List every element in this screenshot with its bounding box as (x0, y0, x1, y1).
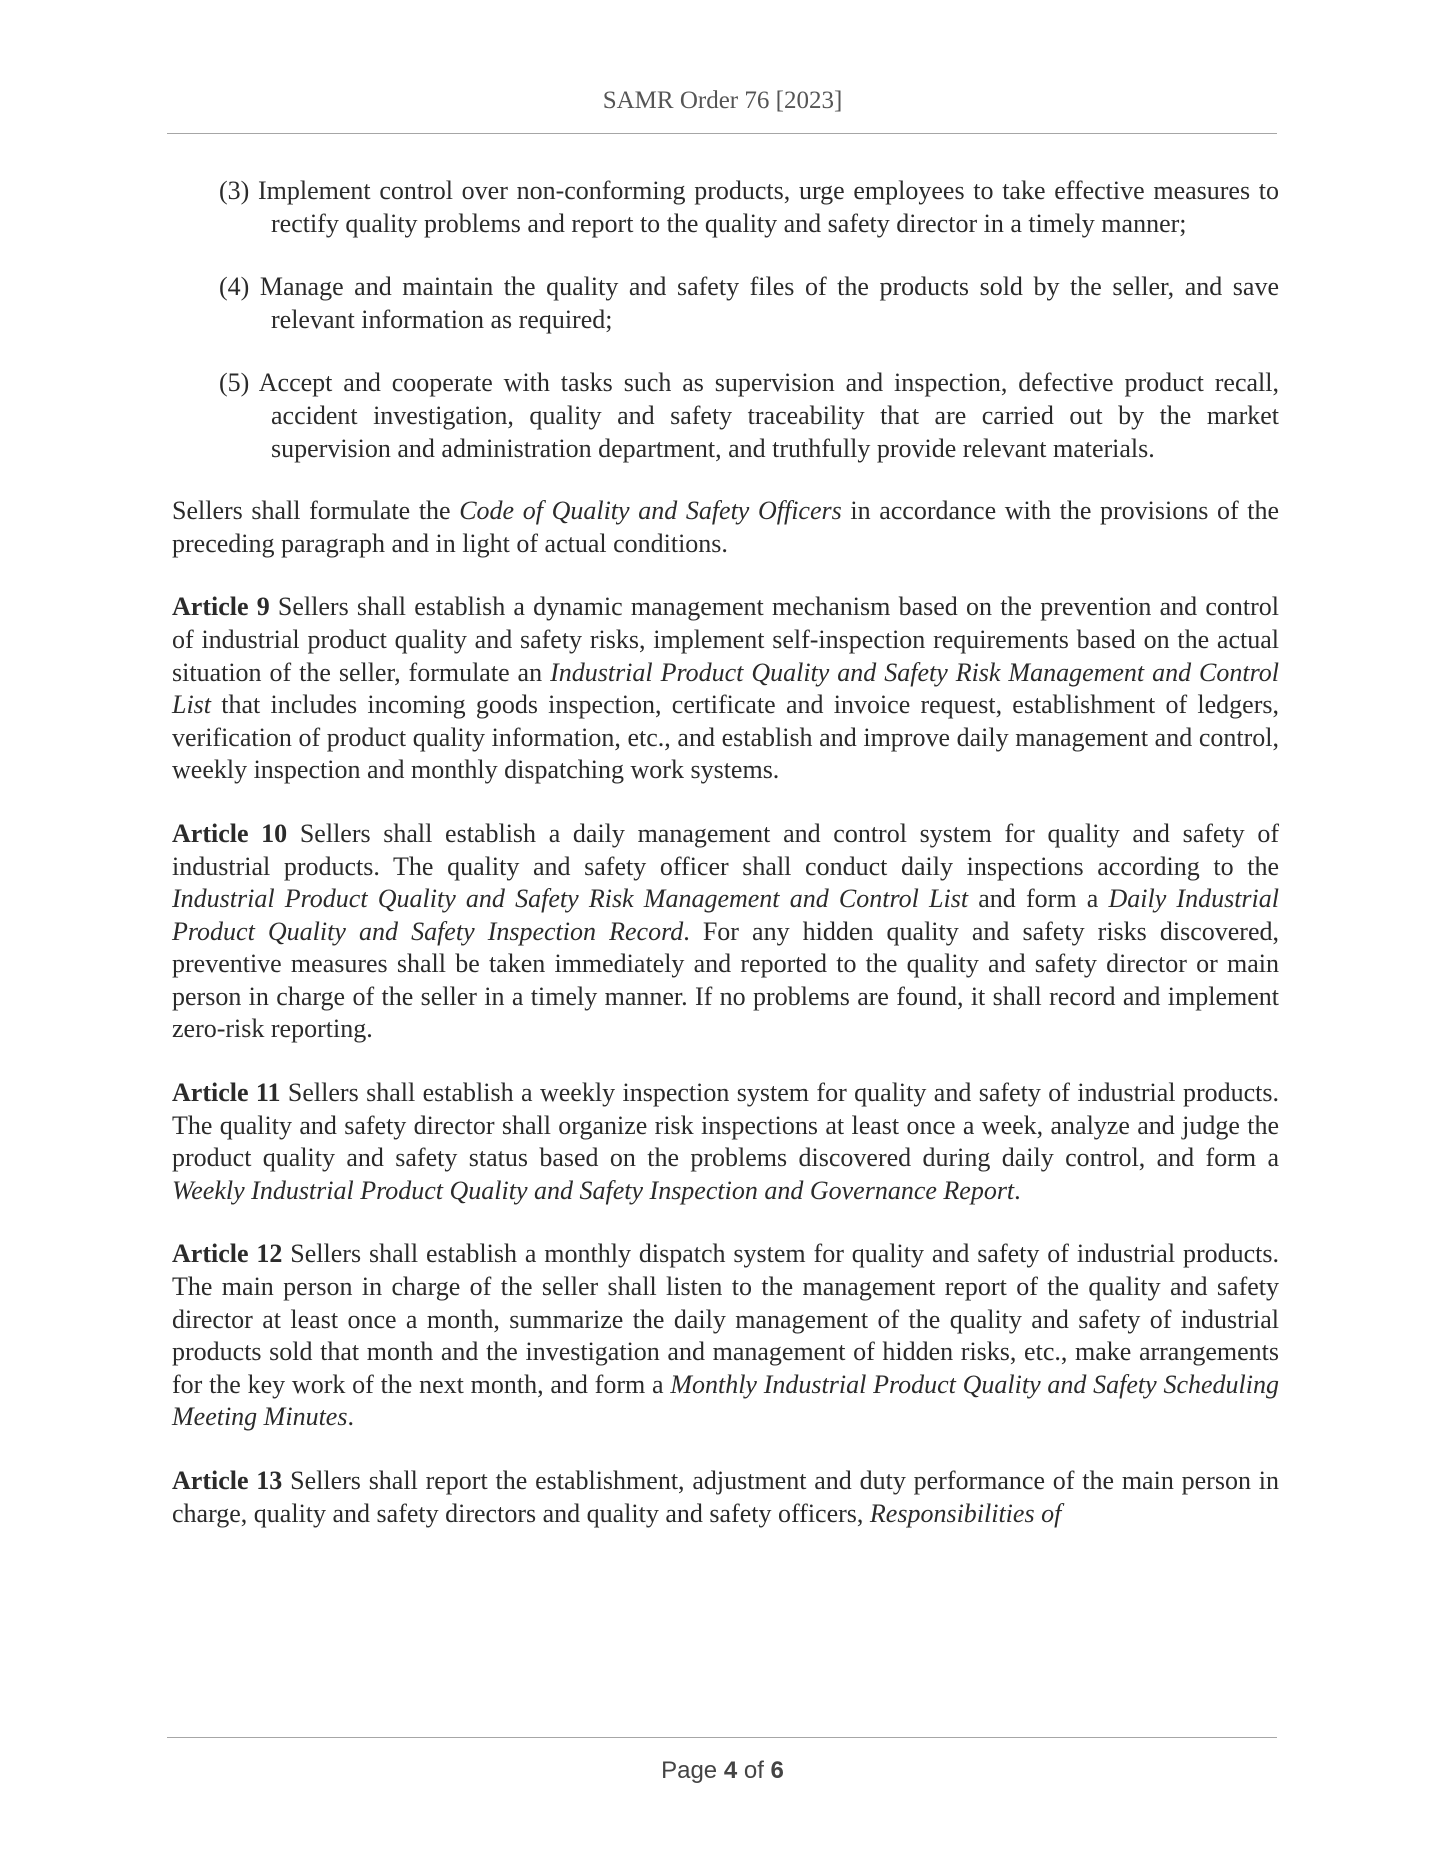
article-9-text-2: that includes incoming goods inspection, certificate and invoice request, establishment of ledgers, verification of product quality information, etc., and establish and improve daily management and control, weekly inspection and monthly dispatching work systems. (172, 690, 1279, 785)
of-word: of (743, 1757, 764, 1784)
list-item-3: (3) Implement control over non-conforming products, urge employees to take effective measures to rectify quality problems and report to the quality and safety director in a timely manner; (219, 176, 1279, 238)
current-page-number: 4 (723, 1757, 738, 1784)
article-10-title-2: Daily Industrial Product Quality and Safety Inspection Record (172, 884, 1279, 946)
page-word: Page (661, 1757, 718, 1784)
sellers-text-1: Sellers shall formulate the (172, 496, 460, 526)
article-11-text-1: Sellers shall establish a weekly inspection system for quality and safety of industrial products. The quality and safety director shall organize risk inspections at least once a week, analyze and judge the product quality and safety status based on the problems discovered during daily control, and form a (172, 1078, 1279, 1173)
article-11-label: Article 11 (172, 1078, 281, 1108)
article-10 (172, 818, 1279, 1046)
sellers-text-2: in accordance with the provisions of the preceding paragraph and in light of actual conditions. (172, 496, 1280, 558)
page-header: SAMR Order 76 [2023] (602, 87, 843, 114)
article-12-text-2: . (347, 1402, 354, 1432)
article-11 (172, 1077, 1279, 1207)
header-rule (167, 133, 1277, 134)
article-13 (172, 1465, 1279, 1530)
article-13-text-1: Sellers shall report the establishment, adjustment and duty performance of the main person in charge, quality and safety directors and quality and safety officers, (172, 1466, 1279, 1528)
total-pages-number: 6 (770, 1757, 784, 1784)
article-12-label: Article 12 (172, 1239, 283, 1269)
article-11-title: Weekly Industrial Product Quality and Safety Inspection and Governance Report (172, 1175, 1015, 1205)
list-item-5: (5) Accept and cooperate with tasks such as supervision and inspection, defective product recall, accident investigation, quality and safety traceability that are carried out by the market supervision and administration department, and truthfully provide relevant materials. (219, 368, 1279, 463)
page-content (172, 175, 1279, 1561)
page-footer (0, 1754, 1445, 1788)
footer-rule (167, 1737, 1277, 1738)
article-10-title-1: Industrial Product Quality and Safety Risk Management and Control List (172, 884, 969, 914)
sellers-code-paragraph (172, 495, 1279, 560)
article-12-title: Monthly Industrial Product Quality and Safety Scheduling Meeting Minutes (172, 1369, 1279, 1432)
sellers-title-code: Code of Quality and Safety Officers (459, 496, 842, 526)
article-11-text-2: . (1014, 1175, 1021, 1205)
list-item-4: (4) Manage and maintain the quality and safety files of the products sold by the seller, and save relevant information as required; (219, 272, 1279, 334)
article-13-label: Article 13 (172, 1466, 283, 1495)
article-12 (172, 1238, 1279, 1434)
article-10-text-1: Sellers shall establish a daily management and control system for quality and safety of industrial products. The quality and safety officer shall conduct daily inspections according to the (172, 818, 1279, 881)
article-9 (172, 591, 1279, 787)
article-9-label: Article 9 (172, 592, 270, 622)
article-13-title: Responsibilities of (869, 1498, 1062, 1528)
article-10-text-2: and form a (968, 884, 1109, 914)
article-9-title: Industrial Product Quality and Safety Risk Management and Control List (172, 657, 1279, 720)
article-10-label: Article 10 (172, 818, 288, 848)
article-10-text-3: . For any hidden quality and safety risks discovered, preventive measures shall be taken immediately and reported to the quality and safety director or main person in charge of the seller in a timely manner. If no problems are found, it shall record and implement zero-risk reporting. (172, 916, 1280, 1044)
article-9-text-1: Sellers shall establish a dynamic management mechanism based on the prevention and control of industrial product quality and safety risks, implement self-inspection requirements based on the actual situation of the seller, formulate an (172, 592, 1279, 687)
article-12-text-1: Sellers shall establish a monthly dispatch system for quality and safety of industrial products. The main person in charge of the seller shall listen to the management report of the quality and safety director at least once a month, summarize the daily management of the quality and safety of industrial products sold that month and the investigation and management of hidden risks, etc., make arrangements for the key work of the next month, and form a (172, 1239, 1279, 1399)
